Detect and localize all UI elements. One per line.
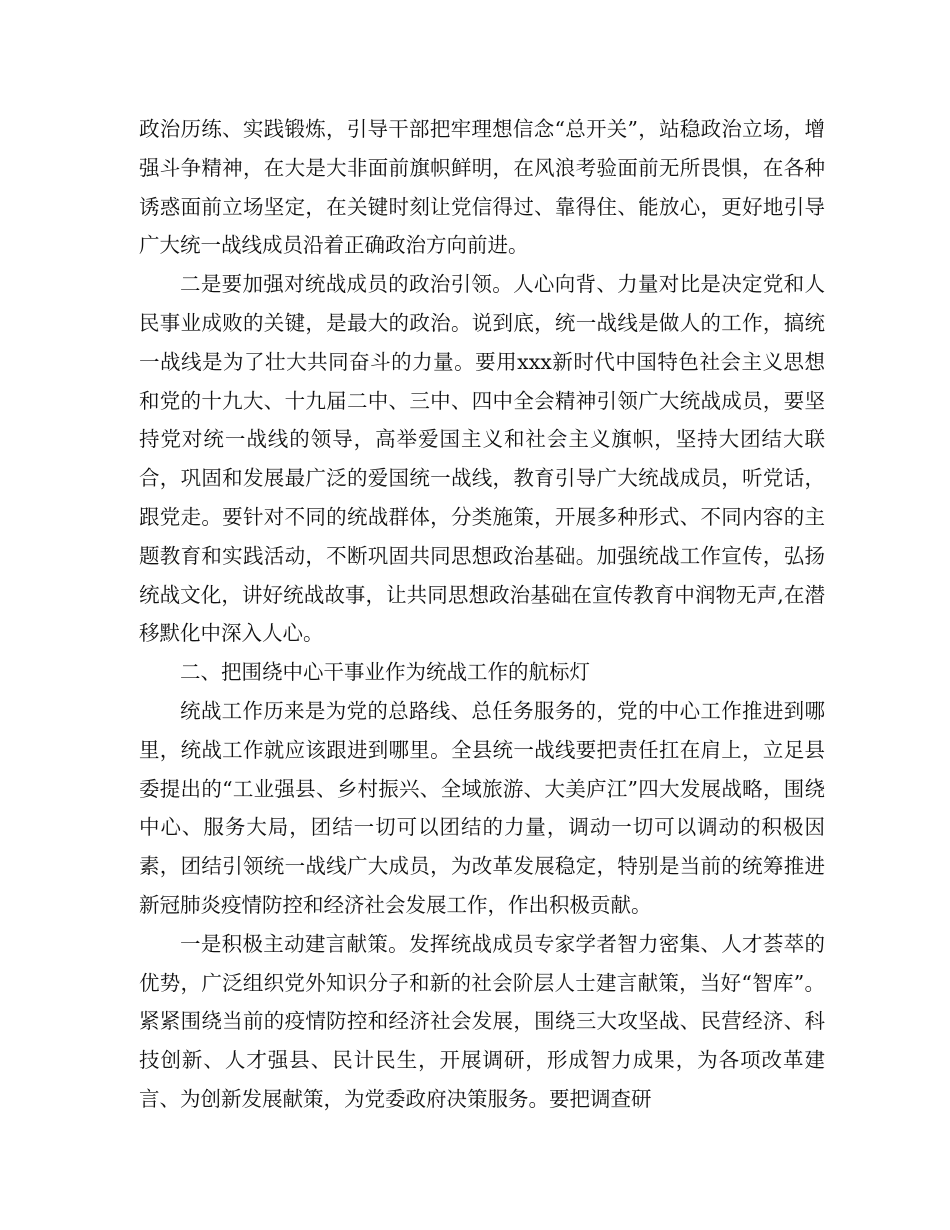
- section-heading: 二、把围绕中心干事业作为统战工作的航标灯: [180, 660, 590, 685]
- paragraph-continuation: 政治历练、实践锻炼，引导干部把牢理想信念“总开关”，站稳政治立场，增强斗争精神，在大是大非面前旗帜鲜明，在风浪考验面前无所畏惧，在各种诱惑面前立场坚定，在关键时刻让党信得过、靠得住、能放心，更好地引导广大统一战线成员沿着正确政治方向前进。: [139, 117, 825, 258]
- paragraph-political-guidance: 二是要加强对统战成员的政治引领。人心向背、力量对比是决定党和人民事业成败的关键，是最大的政治。说到底，统一战线是做人的工作，搞统一战线是为了壮大共同奋斗的力量。要用xxx新时代中国特色社会主义思想和党的十九大、十九届二中、三中、四中全会精神引领广大统战成员，要坚持党对统一战线的领导，高举爱国主义和社会主义旗帜，坚持大团结大联合，巩固和发展最广泛的爱国统一战线，教育引导广大统战成员，听党话，跟党走。要针对不同的统战群体，分类施策，开展多种形式、不同内容的主题教育和实践活动，不断巩固共同思想政治基础。加强统战工作宣传，弘扬统战文化，讲好统战故事，让共同思想政治基础在宣传教育中润物无声,在潜移默化中深入人心。: [139, 272, 825, 646]
- document-body: [139, 110, 825, 1119]
- paragraph-advice: 一是积极主动建言献策。发挥统战成员专家学者智力密集、人才荟萃的优势，广泛组织党外知识分子和新的社会阶层人士建言献策，当好“智库”。紧紧围绕当前的疫情防控和经济社会发展，围绕三大攻坚战、民营经济、科技创新、人才强县、民计民生，开展调研，形成智力成果，为各项改革建言、为创新发展献策，为党委政府决策服务。要把调查研: [139, 931, 825, 1111]
- paragraph-serve-center: 统战工作历来是为党的总路线、总任务服务的，党的中心工作推进到哪里，统战工作就应该跟进到哪里。全县统一战线要把责任扛在肩上，立足县委提出的“工业强县、乡村振兴、全域旅游、大美庐江”四大发展战略，围绕中心、服务大局，团结一切可以团结的力量，调动一切可以调动的积极因素，团结引领统一战线广大成员，为改革发展稳定，特别是当前的统筹推进新冠肺炎疫情防控和经济社会发展工作，作出积极贡献。: [139, 698, 825, 917]
